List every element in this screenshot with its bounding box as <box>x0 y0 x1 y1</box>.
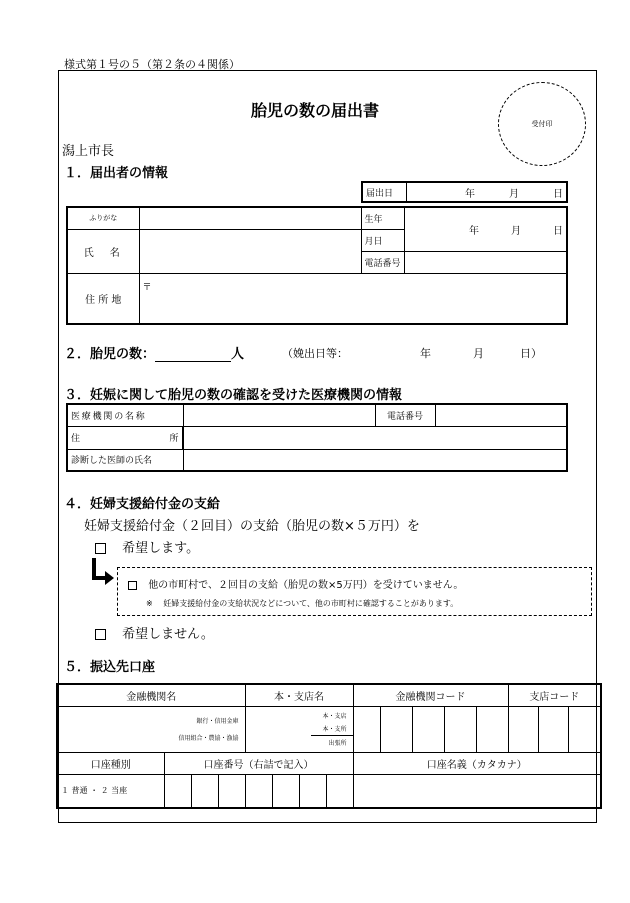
bank-account-table <box>56 683 602 809</box>
delivery-month-label: 月 <box>473 347 484 360</box>
filing-date-table <box>361 181 568 203</box>
birth-month-label: 月 <box>511 225 521 237</box>
month-label: 月 <box>509 188 519 200</box>
phone-label: 電話番号 <box>361 251 404 273</box>
furigana-field[interactable] <box>139 207 361 229</box>
phone-field[interactable] <box>404 251 567 273</box>
delivery-date <box>282 345 542 361</box>
branch-code-digit[interactable] <box>538 706 568 752</box>
applicant-table <box>66 206 568 325</box>
branch-name-header: 本・支店名 <box>245 684 353 706</box>
bank-name-field[interactable] <box>57 706 245 752</box>
account-number-digit[interactable] <box>272 774 299 808</box>
section3-heading: ３．妊娠に関して胎児の数の確認を受けた医療機関の情報 <box>64 388 403 403</box>
institution-address-label <box>68 427 183 449</box>
benefit-description: 妊婦支援給付金（２回目）の支給（胎児の数×５万円）を <box>84 519 420 534</box>
account-holder-header: 口座名義（カタカナ） <box>353 752 601 774</box>
wish-label: 希望します。 <box>122 541 200 556</box>
birth-day-label: 日 <box>553 225 563 237</box>
filing-date-field[interactable] <box>406 182 567 202</box>
branch-code-header: 支店コード <box>508 684 601 706</box>
branch-code-digit[interactable] <box>508 706 538 752</box>
branch-type-1: 本・支店 <box>322 713 347 720</box>
fetus-count-label: ２．胎児の数： <box>64 347 156 362</box>
account-number-digit[interactable] <box>299 774 326 808</box>
institution-phone-label: 電話番号 <box>375 404 435 426</box>
address-field[interactable] <box>139 273 567 324</box>
bank-code-header: 金融機関コード <box>353 684 508 706</box>
confirmation-note <box>146 598 458 609</box>
form-number: 様式第１号の５（第２条の４関係） <box>64 58 240 71</box>
account-type-header: 口座種別 <box>57 752 164 774</box>
option-wish <box>95 537 199 556</box>
postal-mark: 〒 <box>142 282 152 293</box>
account-type-field[interactable]: １ 普通 ・ ２ 当座 <box>57 774 164 808</box>
reception-stamp-area <box>498 82 586 166</box>
institution-phone-field[interactable] <box>435 404 567 426</box>
bank-code-digit[interactable] <box>444 706 476 752</box>
account-number-digit[interactable] <box>191 774 218 808</box>
section5-heading: ５．振込先口座 <box>64 660 156 675</box>
furigana-label: ふりがな <box>67 207 139 229</box>
branch-name-field[interactable] <box>245 706 353 752</box>
medical-institution-table <box>66 403 568 472</box>
bank-code-digit[interactable] <box>412 706 444 752</box>
filing-date-label: 届出日 <box>362 182 406 202</box>
account-number-header: 口座番号（右詰で記入） <box>164 752 353 774</box>
other-municipality-checkbox[interactable] <box>128 581 137 590</box>
birth-year-label: 年 <box>469 225 479 237</box>
wish-checkbox[interactable] <box>95 543 106 554</box>
stamp-label: 受付印 <box>531 120 553 128</box>
bank-code-digit[interactable] <box>353 706 380 752</box>
note-text: 妊婦支援給付金の支給状況などについて、他の市町村に確認することがあります。 <box>163 599 459 608</box>
section1-heading: １．届出者の情報 <box>64 166 169 181</box>
institution-address-field[interactable] <box>183 426 567 449</box>
other-municipality-label: 他の市町村で、２回目の支給（胎児の数×5万円）を受けていません。 <box>148 580 464 591</box>
other-municipality-option <box>128 576 463 591</box>
addr-char-2: 所 <box>169 434 179 444</box>
account-number-digit[interactable] <box>218 774 245 808</box>
name-field[interactable] <box>139 229 361 273</box>
address-label: 住 所 地 <box>67 273 139 324</box>
no-wish-checkbox[interactable] <box>95 629 106 640</box>
birth-label-1: 生年 <box>361 207 404 229</box>
option-no-wish <box>95 623 214 642</box>
note-mark: ※ <box>146 599 153 608</box>
fetus-count-unit: 人 <box>231 347 245 362</box>
delivery-date-prefix: （娩出日等： <box>282 347 348 360</box>
doctor-name-label: 診断した医師の氏名 <box>67 449 183 471</box>
branch-type-3: 出張所 <box>311 735 353 749</box>
branch-type-2: 本・支所 <box>322 726 347 733</box>
addressee: 潟上市長 <box>62 144 115 159</box>
section4-heading: ４．妊婦支援給付金の支給 <box>64 497 221 512</box>
arrow-down-right-icon <box>90 556 116 590</box>
delivery-year-label: 年 <box>420 347 431 360</box>
birthdate-field[interactable] <box>404 207 567 251</box>
bank-name-header: 金融機関名 <box>57 684 245 706</box>
institution-name-label: 医療機関の名称 <box>67 404 183 426</box>
branch-code-digit[interactable] <box>568 706 601 752</box>
bank-type-line-1: 銀行・信用金庫 <box>196 718 239 725</box>
other-municipality-box <box>117 567 592 616</box>
doctor-name-field[interactable] <box>183 449 567 471</box>
bank-code-digit[interactable] <box>380 706 412 752</box>
section2-heading <box>64 343 244 362</box>
year-label: 年 <box>465 188 475 200</box>
delivery-day-label: 日） <box>520 347 542 360</box>
birth-label-2: 月日 <box>361 229 404 251</box>
account-holder-field[interactable] <box>353 774 601 808</box>
fetus-count-field[interactable] <box>155 347 231 362</box>
no-wish-label: 希望しません。 <box>122 627 214 642</box>
bank-type-line-2: 信用組合・農協・漁協 <box>178 735 239 742</box>
page-title: 胎児の数の届出書 <box>250 101 379 120</box>
addr-char-1: 住 <box>71 434 81 444</box>
institution-name-field[interactable] <box>183 404 375 426</box>
bank-code-digit[interactable] <box>476 706 508 752</box>
day-label: 日 <box>553 188 563 200</box>
account-number-digit[interactable] <box>326 774 353 808</box>
name-label: 氏 名 <box>67 229 139 273</box>
account-number-digit[interactable] <box>245 774 272 808</box>
account-number-digit[interactable] <box>164 774 191 808</box>
